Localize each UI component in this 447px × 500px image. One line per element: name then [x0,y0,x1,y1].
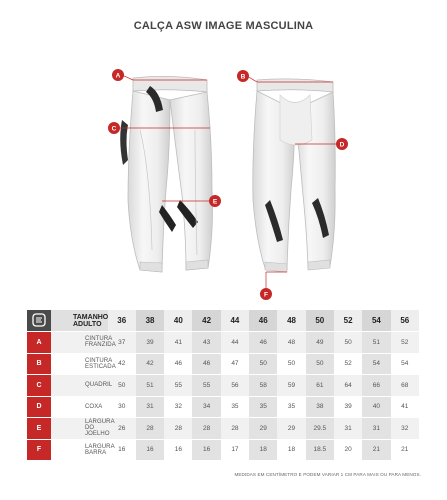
row-letter: B [27,353,51,375]
row-label: LARGURA DO JOELHO [51,418,108,440]
table-cell: 42 [136,353,164,375]
table-cell: 28 [136,418,164,440]
size-col-header: 50 [306,310,334,332]
marker-e [209,195,221,207]
table-cell: 48 [277,332,305,354]
size-col-header: 56 [391,310,419,332]
table-cell: 26 [108,418,136,440]
table-cell: 29 [249,418,277,440]
table-cell: 28 [221,418,249,440]
table-cell: 31 [136,396,164,418]
table-cell: 61 [306,375,334,397]
size-col-header: 44 [221,310,249,332]
table-cell: 52 [334,353,362,375]
asw-logo-icon [27,310,51,332]
svg-text:F: F [264,291,268,299]
table-cell: 16 [108,439,136,461]
table-cell: 51 [136,375,164,397]
row-letter: D [27,396,51,418]
table-cell: 28 [164,418,192,440]
row-label: QUADRIL [51,375,108,397]
row-label: CINTURA FRANZIDA [51,332,108,354]
table-cell: 16 [192,439,220,461]
table-cell: 46 [249,332,277,354]
table-cell: 54 [362,353,390,375]
table-cell: 18 [249,439,277,461]
row-letter: A [27,332,51,354]
table-cell: 56 [221,375,249,397]
table-row [27,353,419,375]
table-cell: 41 [391,396,419,418]
table-cell: 50 [306,353,334,375]
table-row [27,396,419,418]
table-cell: 66 [362,375,390,397]
table-cell: 40 [362,396,390,418]
table-cell: 21 [362,439,390,461]
table-cell: 37 [108,332,136,354]
table-cell: 44 [221,332,249,354]
table-cell: 35 [221,396,249,418]
front-pants-icon [120,76,212,272]
table-cell: 35 [277,396,305,418]
marker-c [108,122,120,134]
marker-f [260,288,272,300]
table-cell: 30 [108,396,136,418]
svg-text:D: D [339,141,345,149]
table-cell: 68 [391,375,419,397]
marker-b [237,70,249,82]
table-cell: 54 [391,353,419,375]
table-cell: 34 [192,396,220,418]
size-col-header: 38 [136,310,164,332]
table-cell: 50 [277,353,305,375]
table-cell: 16 [136,439,164,461]
table-cell: 50 [108,375,136,397]
measurement-note: MEDIDAS EM CENTÍMETRO E PODEM VARIAR 1 CM PARA MAIS OU PARA MENOS. [234,472,421,477]
measure-line-f [266,272,287,288]
size-table-header [27,310,419,332]
table-cell: 17 [221,439,249,461]
table-cell: 38 [306,396,334,418]
table-row [27,418,419,440]
size-col-header: 42 [192,310,220,332]
table-row [27,439,419,461]
table-cell: 55 [164,375,192,397]
table-row [27,375,419,397]
table-cell: 39 [334,396,362,418]
size-col-header: 48 [277,310,305,332]
table-cell: 28 [192,418,220,440]
size-col-header: 46 [249,310,277,332]
table-cell: 18.5 [306,439,334,461]
table-cell: 47 [221,353,249,375]
table-cell: 18 [277,439,305,461]
row-letter: C [27,375,51,397]
table-cell: 41 [164,332,192,354]
table-cell: 51 [362,332,390,354]
marker-a [112,69,124,81]
table-cell: 49 [306,332,334,354]
table-cell: 58 [249,375,277,397]
table-cell: 64 [334,375,362,397]
table-cell: 52 [391,332,419,354]
page-title: CALÇA ASW IMAGE MASCULINA [133,20,314,32]
table-cell: 32 [391,418,419,440]
table-cell: 32 [164,396,192,418]
row-label: LARGURA BARRA [51,439,108,461]
table-cell: 35 [249,396,277,418]
svg-text:E: E [212,198,218,206]
table-cell: 20 [334,439,362,461]
table-cell: 16 [164,439,192,461]
size-table [27,310,419,461]
row-letter: E [27,418,51,440]
table-cell: 29.5 [306,418,334,440]
table-cell: 50 [334,332,362,354]
row-letter: F [27,439,51,461]
size-col-header: 52 [334,310,362,332]
table-cell: 21 [391,439,419,461]
table-cell: 50 [249,353,277,375]
back-pants-icon [253,79,335,272]
table-cell: 46 [164,353,192,375]
table-cell: 55 [192,375,220,397]
size-col-header: 54 [362,310,390,332]
size-col-header: 36 [108,310,136,332]
svg-text:C: C [111,125,117,133]
row-label: COXA [51,396,108,418]
table-cell: 39 [136,332,164,354]
table-cell: 29 [277,418,305,440]
asw-logo-icon-svg [32,313,46,327]
svg-text:A: A [115,72,121,80]
marker-d [336,138,348,150]
table-cell: 46 [192,353,220,375]
table-cell: 43 [192,332,220,354]
svg-text:B: B [240,73,246,81]
table-row [27,332,419,354]
table-cell: 31 [334,418,362,440]
table-cell: 31 [362,418,390,440]
size-col-header: 40 [164,310,192,332]
size-header-label: TAMANHO ADULTO [51,310,108,332]
table-cell: 42 [108,353,136,375]
row-label: CINTURA ESTICADA [51,353,108,375]
table-cell: 59 [277,375,305,397]
